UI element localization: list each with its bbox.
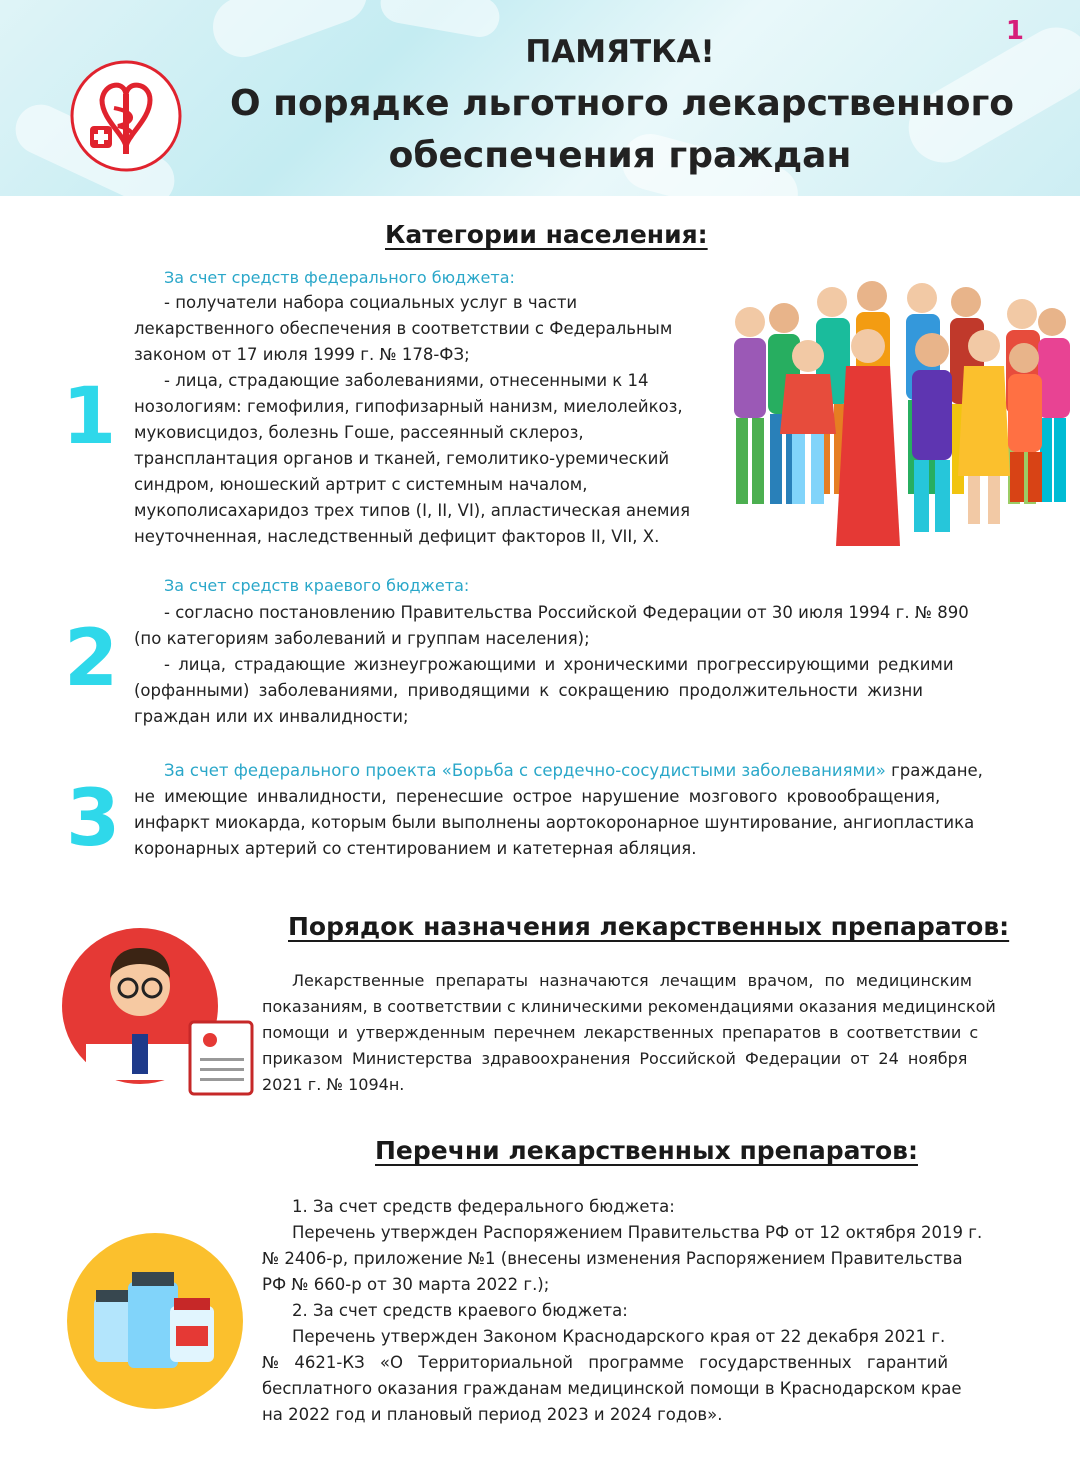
medicine-bottles-illustration — [66, 1232, 244, 1410]
category-text — [134, 600, 1014, 730]
text-line: - лица, страдающие заболеваниями, отнесенными к 14 — [164, 371, 649, 390]
pill-decoration — [377, 0, 502, 40]
procedure-title: Порядок назначения лекарственных препаратов: — [288, 912, 1010, 941]
text-line: (по категориям заболеваний и группам населения); — [134, 629, 590, 648]
lists-title: Перечни лекарственных препаратов: — [375, 1136, 918, 1165]
text-line: 2. За счет средств краевого бюджета: — [292, 1301, 628, 1320]
text-line: Перечень утвержден Распоряжением Правительства РФ от 12 октября 2019 г. — [292, 1223, 983, 1242]
person-icon — [1038, 308, 1070, 502]
text-line: № 4621-КЗ «О Территориальной программе государственных гарантий — [262, 1353, 949, 1372]
page-number: 1 — [1005, 16, 1024, 46]
category-subtitle: За счет средств краевого бюджета: — [164, 576, 470, 595]
category-text — [134, 758, 1014, 862]
text-line: 1. За счет средств федерального бюджета: — [292, 1197, 675, 1216]
text-line: трансплантация органов и тканей, гемолитико-уремический — [134, 449, 670, 468]
doctor-illustration — [60, 926, 256, 1096]
text-line: помощи и утвержденным перечнем лекарственных препаратов в соответствии с — [262, 1023, 979, 1042]
text-line: законом от 17 июля 1999 г. № 178-ФЗ; — [134, 345, 470, 364]
text-line: граждан или их инвалидности; — [134, 707, 409, 726]
text-line: лекарственного обеспечения в соответствии с Федеральным — [134, 319, 673, 338]
category-number: 2 — [64, 614, 119, 704]
category-text — [134, 290, 724, 550]
text-line: синдром, юношеский артрит с системным началом, — [134, 475, 588, 494]
person-icon — [734, 307, 766, 504]
text-line: (орфанными) заболеваниями, приводящими к сокращению продолжительности жизни — [134, 681, 923, 700]
text-line: неуточненная, наследственный дефицит факторов II, VII, X. — [134, 527, 660, 546]
memo-label: ПАМЯТКА! — [525, 34, 715, 70]
text-line: не имеющие инвалидности, перенесшие острое нарушение мозгового кровообращения, — [134, 787, 941, 806]
text-line: нозологиям: гемофилия, гипофизарный нанизм, миелолейкоз, — [134, 397, 683, 416]
text-line: Перечень утвержден Законом Краснодарского края от 22 декабря 2021 г. — [292, 1327, 946, 1346]
text-line: - получатели набора социальных услуг в части — [164, 293, 578, 312]
text-line: на 2022 год и плановый период 2023 и 2024 годов». — [262, 1405, 723, 1424]
category-subtitle: За счет федерального проекта «Борьба с сердечно-сосудистыми заболеваниями» — [164, 761, 886, 780]
crowd-illustration — [722, 272, 1078, 552]
page-title — [230, 78, 1015, 182]
title-line: обеспечения граждан — [388, 135, 852, 176]
header-banner — [0, 0, 1080, 196]
text-line: инфаркт миокарда, которым были выполнены аортокоронарное шунтирование, ангиопластика — [134, 813, 975, 832]
categories-title: Категории населения: — [385, 220, 708, 249]
text-line: Лекарственные препараты назначаются лечащим врачом, по медицинским — [292, 971, 972, 990]
text-line: приказом Министерства здравоохранения Российской Федерации от 24 ноября — [262, 1049, 968, 1068]
text-line: коронарных артерий со стентированием и катетерная абляция. — [134, 839, 697, 858]
procedure-text — [262, 968, 1014, 1098]
ministry-logo — [64, 56, 194, 174]
pill-decoration — [205, 0, 376, 66]
text-line: показаниям, в соответствии с клиническими рекомендациями оказания медицинской — [262, 997, 996, 1016]
title-line: О порядке льготного лекарственного — [230, 83, 1015, 124]
text-line: мукополисахаридоз трех типов (I, II, VI), апластическая анемия — [134, 501, 691, 520]
text-line: - согласно постановлению Правительства Российской Федерации от 30 июля 1994 г. № 890 — [164, 603, 969, 622]
category-subtitle: За счет средств федерального бюджета: — [164, 268, 515, 287]
text-line: бесплатного оказания гражданам медицинской помощи в Краснодарском крае — [262, 1379, 962, 1398]
text-line: муковисцидоз, болезнь Гоше, рассеянный склероз, — [134, 423, 584, 442]
lists-text — [262, 1194, 1014, 1428]
text-line: № 2406-р, приложение №1 (внесены изменения Распоряжением Правительства — [262, 1249, 963, 1268]
category-number: 3 — [66, 774, 121, 864]
text-line: граждане, — [891, 761, 983, 780]
text-line: РФ № 660-р от 30 марта 2022 г.); — [262, 1275, 550, 1294]
text-line: 2021 г. № 1094н. — [262, 1075, 405, 1094]
category-number: 1 — [62, 372, 117, 462]
text-line: - лица, страдающие жизнеугрожающими и хроническими прогрессирующими редкими — [164, 655, 954, 674]
